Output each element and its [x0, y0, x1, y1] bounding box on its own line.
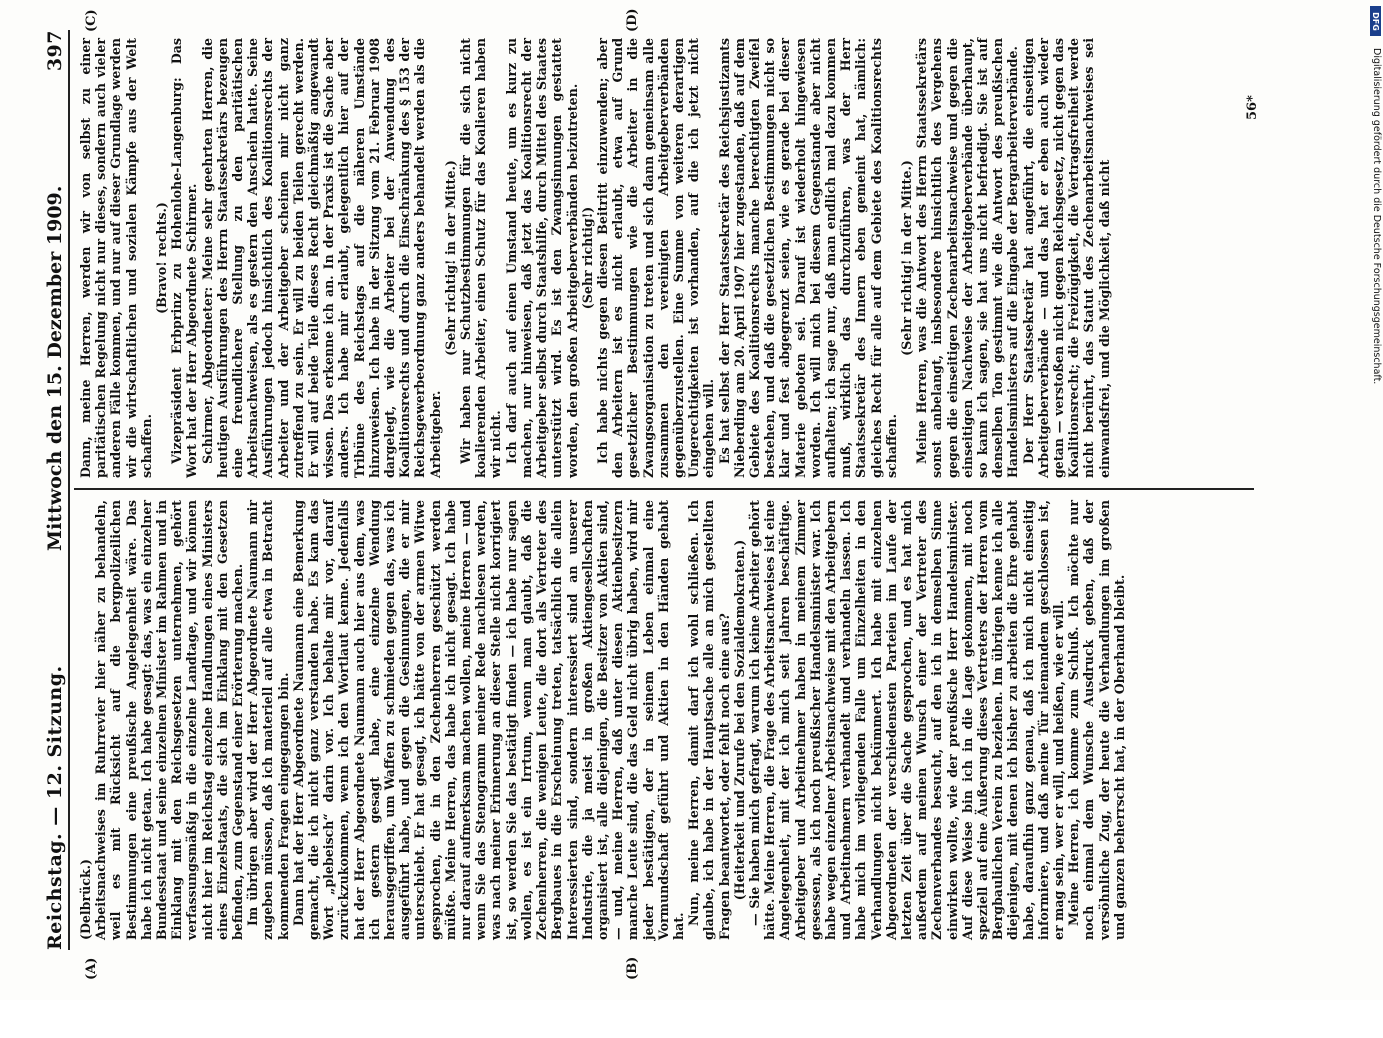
column-divider [74, 488, 1254, 490]
right-column-paragraph: Ich darf auch auf einen Umstand heute, um es kurz zu machen, nur hinweisen, daß jetzt das Koalitionsrecht der Arbeitgeber selbst durch Staatshilfe, durch Mittel des Staates unterstützt wird. Es ist den Zwangsinnungen gestattet worden, den großen Arbeitgeberverbänden beizutreten. [503, 38, 580, 478]
margin-marker-b: (B) [625, 956, 640, 980]
digitization-note-text: Digitalisierung gefördert durch die Deutsche Forschungsgemeinschaft. [1371, 48, 1382, 385]
right-column-paragraph: Es hat selbst der Herr Staatssekretär des Reichsjustizamts Nieberding am 20. April 1907 hier zugestanden, daß auf dem Gebiete des Koalitionsrechts manche berechtigten Zweifel bestehen, und daß die gesetzlichen Bestimmungen nicht so klar und fest abgegrenzt seien, wie es gerade bei dieser Materie geboten sei. Darauf ist wiederholt hingewiesen worden. Ich will mich bei diesem Gegenstande aber nicht aufhalten; ich sage nur, daß man endlich mal dazu kommen muß, wirklich das durchzuführen, was der Herr Staatssekretär des Innern eben gemeint hat, nämlich: gleiches Recht für alle auf dem Gebiete des Koalitionsrechts schaffen. [716, 38, 899, 478]
header-session: Reichstag. — 12. Sitzung. [44, 665, 66, 950]
dfg-logo: DFG [1370, 6, 1381, 36]
left-column-paragraph: (Heiterkeit und Zurufe bei den Sozialdemokraten.) [731, 539, 747, 901]
left-column-paragraph: Arbeitsnachweises im Ruhrrevier hier näher zu behandeln, weil es mit Rücksicht auf die bergpolizeilichen Bestimmungen eine preußische Angelegenheit wäre. Das habe ich nicht getan. Ich habe gesagt: das, was ein einzelner Bundesstaat und seine einzelnen Minister im Rahmen und in Einklang mit den Reichsgesetzen unternehmen, gehört verfassungsmäßig in die einzelne Landtage, und wir können nicht hier im Reichstag einzelne Handlungen eines Ministers eines Einzelstaats, die sich im Einklang mit den Gesetzen befinden, zum Gegenstand einer Erörterung machen. [93, 500, 246, 940]
margin-marker-c: (C) [84, 9, 99, 32]
right-column-paragraph: (Sehr richtig! in der Mitte.) [442, 160, 458, 356]
left-column-paragraph: Meine Herren, ich komme zum Schluß. Ich möchte nur noch einmal dem Wunsche Ausdruck geben, daß der versöhnliche Zug, der heute die Verhandlungen im großen und ganzen beherrscht hat, in der Oberhand bleibt. [1066, 500, 1127, 940]
right-column-paragraph: Der Herr Staatssekretär hat angeführt, die einseitigen Arbeitgeberverbände — und das hat er eben auch wieder getan — verstoßen nicht gegen Reichsgesetz, nicht gegen das Koalitionsrecht; die Freizügigkeit, die Vertragsfreiheit werde nicht berührt, das Statut des Zechenarbeitsnachweises sei einwandsfrei, und die Möglichkeit, daß nicht [1020, 38, 1112, 478]
right-column-paragraph: Schirmer, Abgeordneter: Meine sehr geehrten Herren, die heutigen Ausführungen des Herrn Staatssekretärs bezeugen eine freundlichere Stellung zu den paritätischen Arbeitsnachweisen, als es gestern den Anschein hatte. Seine Ausführungen jedoch hinsichtlich des Koalitionsrechts der Arbeiter und der Arbeitgeber scheinen mir nicht ganz zutreffend zu sein. Er will zu beiden Teilen gerecht werden. Er will auf beide Teile dieses Recht gleichmäßig angewandt wissen. Das erkenne ich an. In der Praxis ist die Sache aber anders. Ich habe mir erlaubt, gelegentlich hier auf der Tribüne des Reichstags auf die näheren Umstände hinzuweisen. Ich habe in der Sitzung vom 21. Februar 1908 dargelegt, wie die Arbeiter bei der Anwendung des Koalitionsrechts und durch die Einschränkung des § 153 der Reichsgewerbeordnung ganz anders behandelt werden als die Arbeitgeber. [199, 38, 443, 478]
right-column-paragraph: (Bravo! rechts.) [154, 202, 170, 314]
right-column-paragraph: Wir haben nur Schutzbestimmungen für die sich nicht koalierenden Arbeiter, einen Schutz für das Koalieren haben wir nicht. [458, 38, 504, 478]
right-column-paragraph: (Sehr richtig! in der Mitte.) [898, 160, 914, 356]
left-column-paragraph: Dann hat der Herr Abgeordnete Naumann eine Bemerkung gemacht, die ich nicht ganz verstanden habe. Es kam das Wort „plebeisch“ darin vor. Ich behalte mir vor, darauf zurückzukommen, wenn ich den Wortlaut kenne. Jedenfalls hat der Herr Abgeordnete Naumann auch hier aus dem, was ich gestern gesagt habe, eine einzelne Wendung herausgegriffen, um Waffen zu schmieden gegen das, was ich ausgeführt habe, und gegen die Gesinnungen, die er mir unterschiebt. Er hat gesagt, ich hätte von der armen Witwe gesprochen, die in den Zechenherren geschützt werden müßte. Meine Herren, das habe ich nicht gesagt. Ich habe nur darauf aufmerksam machen wollen, meine Herren — und wenn Sie das Stenogramm meiner Rede nachlesen werden, was nach meiner Erinnerung an dieser Stelle nicht korrigiert ist, so werden Sie das bestätigt finden — ich habe nur sagen wollen, es ist ein Irrtum, wenn man glaubt, daß die Zechenherren, die wenigen Leute, die dort als Vertreter des Bergbaues in die Erscheinung treten, tatsächlich die allein Interessierten sind, sondern interessiert sind an unserer Industrie, die ja meist in großen Aktiengesellschaften organisiert ist, alle diejenigen, die Besitzer von Aktien sind, — und, meine Herren, daß unter diesen Aktienbesitzern manche Leute sind, die das Geld nicht übrig haben, wird mir jeder bestätigen, der in seinem Leben einmal eine Vormundschaft geführt und Aktien in den Händen gehabt hat. [290, 500, 686, 940]
right-column-paragraph: Meine Herren, was die Antwort des Herrn Staatssekretärs sonst anbelangt, insbesondere hinsichtlich des Vergehens gegen die einseitigen Zechenarbeitsnachweise und gegen die einseitigen Nachweise der Arbeitgeberverbände überhaupt, so kann ich sagen, sie hat uns nicht befriedigt. Sie ist auf denselben Ton gestimmt wie die Antwort des preußischen Handelsministers auf die Eingabe der Bergarbeiterverbände. [914, 38, 1021, 478]
margin-marker-a: (A) [84, 957, 99, 980]
right-column [78, 38, 1112, 478]
margin-marker-d: (D) [625, 8, 640, 32]
left-column-paragraph: (Delbrück.) [78, 858, 93, 940]
page-header [30, 30, 70, 950]
left-column-paragraph: — Sie haben mich gefragt, warum ich keine Arbeiter gehört hätte. Meine Herren, die Frage des Arbeitsnachweises ist eine Angelegenheit, mit der ich mich seit Jahren beschäftige. Arbeitgeber und Arbeitnehmer haben in meinem Zimmer gesessen, als ich noch preußischer Handelsminister war. Ich habe wegen einzelner Arbeitsnachweise mit den Arbeitgebern und Arbeitnehmern verhandelt und verhandeln lassen. Ich habe mich im vorliegenden Falle um Einzelheiten in den Verhandlungen nicht bekümmert. Ich habe mit einzelnen Abgeordneten der verschiedensten Parteien im Laufe der letzten Zeit über die Sache gesprochen, und es hat mich außerdem auf meinen Wunsch einer der Vertreter des Zechenverbandes besucht, auf den ich in demselben Sinne einwirken wollte, wie der preußische Herr Handelsminister. Auf diese Weise bin ich in die Lage gekommen, mit noch speziell auf eine Äußerung dieses Vertreters der Herren vom Bergbaulichen Verein zu beziehen. Im übrigen kenne ich alle diejenigen, mit denen ich bisher zu arbeiten die Ehre gehabt habe, daraufhin ganz genau, daß ich mich nicht einseitig informiere, und daß meine Tür niemandem geschlossen ist, er mag sein, wer er will, und heißen, wie er will. [746, 500, 1066, 940]
signature-mark: 56* [1245, 95, 1260, 120]
header-date: Mittwoch den 15. Dezember 1909. [44, 185, 66, 551]
left-column-paragraph: Nun, meine Herren, damit darf ich wohl schließen. Ich glaube, ich habe in der Hauptsache alle an mich gestellten Fragen beantwortet, oder fehlt noch eine aus? [686, 500, 732, 940]
left-column-paragraph: Im übrigen aber wird der Herr Abgeordnete Naumann mir zugeben müssen, daß ich materiell auf alle etwa in Betracht kommenden Fragen eingegangen bin. [245, 500, 291, 940]
page-number: 397 [44, 30, 66, 72]
right-column-paragraph: Ich habe nichts gegen diesen Beitritt einzuwenden; aber den Arbeitern ist es nicht erlaubt, etwa auf Grund gesetzlicher Bestimmungen wie die Arbeiter in die Zwangsorganisation zu treten und sich dann gemeinsam alle zusammen den vereinigten Arbeitgeberverbänden gegenüberzustellen. Eine Summe von weiteren derartigen Ungerechtigkeiten ist vorhanden, auf die ich jetzt nicht eingehen will. [594, 38, 717, 478]
right-column-paragraph: Vizepräsident Erbprinz zu Hohenlohe-Langenburg: Das Wort hat der Herr Abgeordnete Schirmer. [169, 38, 200, 478]
right-column-paragraph: Dann, meine Herren, werden wir von selbst zu einer paritätischen Regelung nicht nur dieses, sondern auch vieler anderen Fälle kommen, und nur auf dieser Grundlage werden wir die wirtschaftlichen und sozialen Kämpfe aus der Welt schaffen. [78, 38, 154, 478]
digitization-note [1370, 8, 1380, 998]
right-column-paragraph: (Sehr richtig!) [579, 206, 595, 310]
left-column [78, 500, 1127, 940]
